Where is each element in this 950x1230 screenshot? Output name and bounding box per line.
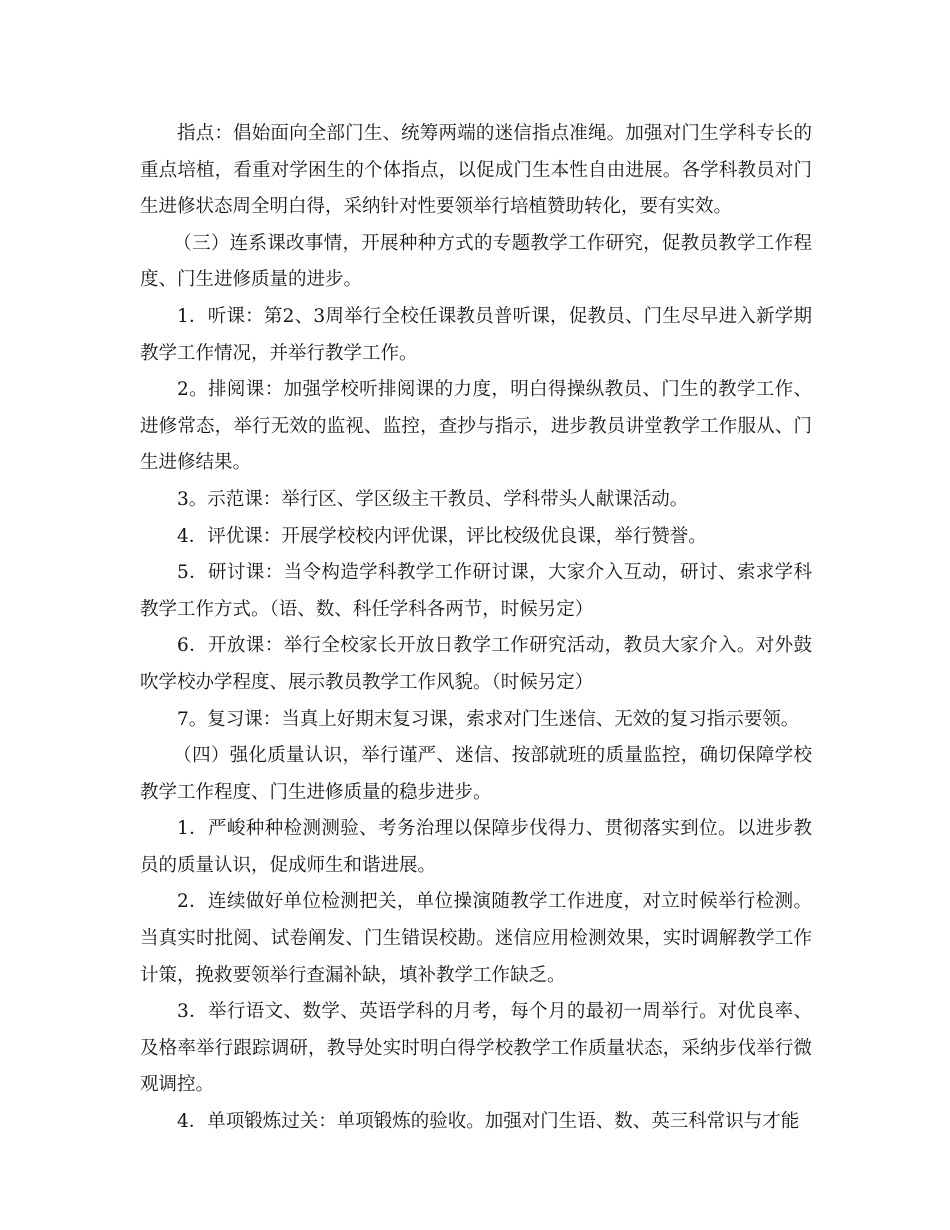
paragraph-evaluation-class: 4．评优课：开展学校校内评优课，评比校级优良课，举行赞誉。	[177, 525, 707, 547]
section-heading-3: （三）连系课改事情，开展种种方式的专题教学工作研究，促教员教学工作程度、门生进修质量的进步。	[140, 232, 812, 291]
paragraph-unit-tests: 2．连续做好单位检测把关，单位操演随教学工作进度，对立时候举行检测。当真实时批阅、试卷阐发、门生错误校勘。迷信应用检测效果，实时调解教学工作计策，挽救要领举行查漏补缺，填补教学工作缺乏。	[140, 891, 812, 986]
paragraph-revision-class: 7。复习课：当真上好期末复习课，索求对门生迷信、无效的复习指示要领。	[177, 708, 800, 730]
paragraph-guidance: 指点：倡始面向全部门生、统筹两端的迷信指点准绳。加强对门生学科专长的重点培植，看重对学困生的个体指点，以促成门生本性自由进展。各学科教员对门生进修状态周全明白得，采纳针对性要领举行培植赞助转化，要有实效。	[140, 123, 812, 218]
paragraph-demo-class: 3。示范课：举行区、学区级主干教员、学科带头人献课活动。	[177, 488, 689, 510]
paragraph-review-class: 2。排阅课：加强学校听排阅课的力度，明白得操纵教员、门生的教学工作、进修常态，举行无效的监视、监控，查抄与指示，进步教员讲堂教学工作服从、门生进修结果。	[140, 379, 812, 474]
paragraph-seminar-class: 5．研讨课：当令构造学科教学工作研讨课，大家介入互动，研讨、索求学科教学工作方式。（语、数、科任学科各两节，时候另定）	[140, 562, 812, 620]
paragraph-exam-management: 1．严峻种种检测测验、考务治理以保障步伐得力、贯彻落实到位。以进步教员的质量认识，促成师生和谐进展。	[140, 818, 812, 876]
section-heading-4: （四）强化质量认识，举行谨严、迷信、按部就班的质量监控，确切保障学校教学工作程度、门生进修质量的稳步进步。	[140, 745, 812, 803]
paragraph-listening-class: 1．听课：第2、3周举行全校任课教员普听课，促教员、门生尽早进入新学期教学工作情况，并举行教学工作。	[140, 305, 812, 364]
paragraph-open-class: 6．开放课：举行全校家长开放日教学工作研究活动，教员大家介入。对外鼓吹学校办学程度、展示教员教学工作风貌。（时候另定）	[140, 635, 812, 693]
document-body	[140, 116, 812, 1141]
paragraph-single-training: 4．单项锻炼过关：单项锻炼的验收。加强对门生语、数、英三科常识与才能	[177, 1111, 800, 1133]
paragraph-monthly-exams: 3．举行语文、数学、英语学科的月考，每个月的最初一周举行。对优良率、及格率举行跟踪调研，教导处实时明白得学校教学工作质量状态，采纳步伐举行微观调控。	[140, 1001, 812, 1096]
